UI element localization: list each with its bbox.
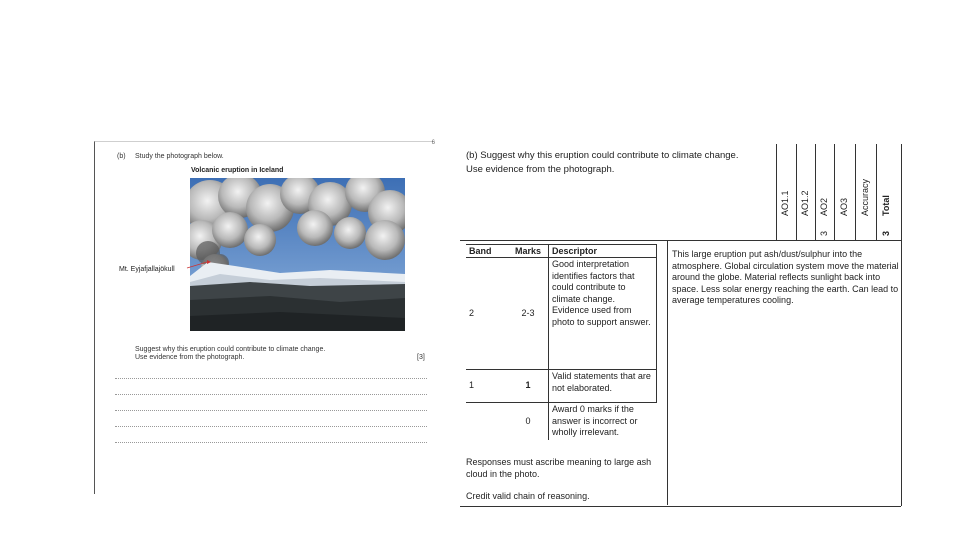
photo-title: Volcanic eruption in Iceland xyxy=(191,167,284,174)
marks-label: [3] xyxy=(417,354,425,361)
suggest-question-line2: Use evidence from the photograph. xyxy=(135,354,245,361)
marks-header: Marks xyxy=(508,245,549,258)
page-number: 6 xyxy=(431,140,435,146)
band-header: Band xyxy=(466,245,508,258)
answer-line xyxy=(115,378,427,379)
marks-cell: 0 xyxy=(525,415,531,426)
mark-scheme-question: (b) Suggest why this eruption could contribute to climate change. xyxy=(466,150,739,161)
credit-guidance: Credit valid chain of reasoning. xyxy=(466,491,590,501)
band-cell xyxy=(466,403,508,440)
model-answer: This large eruption put ash/dust/sulphur into the atmosphere. Global circulation system move the material around the globe. Material reflects sunlight back into space. Less solar energy reaching the earth. Can lead to average temperatures cooling. xyxy=(672,249,899,305)
table-row xyxy=(466,403,657,440)
descriptor-cell: Valid statements that are not elaborated. xyxy=(549,370,657,403)
mark-scheme xyxy=(460,144,902,506)
label-pointer-line xyxy=(95,142,433,342)
table-row xyxy=(466,258,657,370)
descriptor-cell: Good interpretation identifies factors that could contribute to climate change. Evidence used from photo to support answer. xyxy=(549,258,657,370)
table-row xyxy=(466,370,657,403)
answer-line xyxy=(115,442,427,443)
question-label: (b) xyxy=(117,153,126,160)
marks-cell: 1 xyxy=(508,370,549,403)
descriptor-cell: Award 0 marks if the answer is incorrect or wholly irrelevant. xyxy=(549,403,657,440)
ao-header-label: AO3 xyxy=(839,197,849,216)
sheet-border xyxy=(901,144,902,506)
answer-line xyxy=(115,426,427,427)
ao-value: 3 xyxy=(819,230,829,236)
assessment-objectives-header xyxy=(776,144,902,240)
answer-line xyxy=(115,394,427,395)
marks-cell: 2-3 xyxy=(508,258,549,370)
answer-line xyxy=(115,410,427,411)
response-guidance: Responses must ascribe meaning to large ash cloud in the photo. xyxy=(466,457,652,479)
column-divider xyxy=(667,240,668,505)
ao-header-label: Total xyxy=(881,195,891,216)
question-instruction: Study the photograph below. xyxy=(135,153,224,160)
mark-scheme-subquestion: Use evidence from the photograph. xyxy=(466,164,615,175)
ao-total-value: 3 xyxy=(881,230,891,236)
descriptor-header: Descriptor xyxy=(549,245,657,258)
ao-header-label: AO2 xyxy=(819,197,829,216)
ao-header-label: AO1.1 xyxy=(780,190,790,216)
ao-header-label: AO1.2 xyxy=(800,190,810,216)
band-table xyxy=(466,244,657,440)
band-cell: 2 xyxy=(466,258,508,370)
volcano-label: Mt. Eyjafjallajökull xyxy=(119,266,175,273)
exam-page xyxy=(94,141,433,494)
suggest-question-line1: Suggest why this eruption could contribute to climate change. xyxy=(135,346,326,353)
band-cell: 1 xyxy=(466,370,508,403)
ao-header-label: Accuracy xyxy=(860,178,870,216)
